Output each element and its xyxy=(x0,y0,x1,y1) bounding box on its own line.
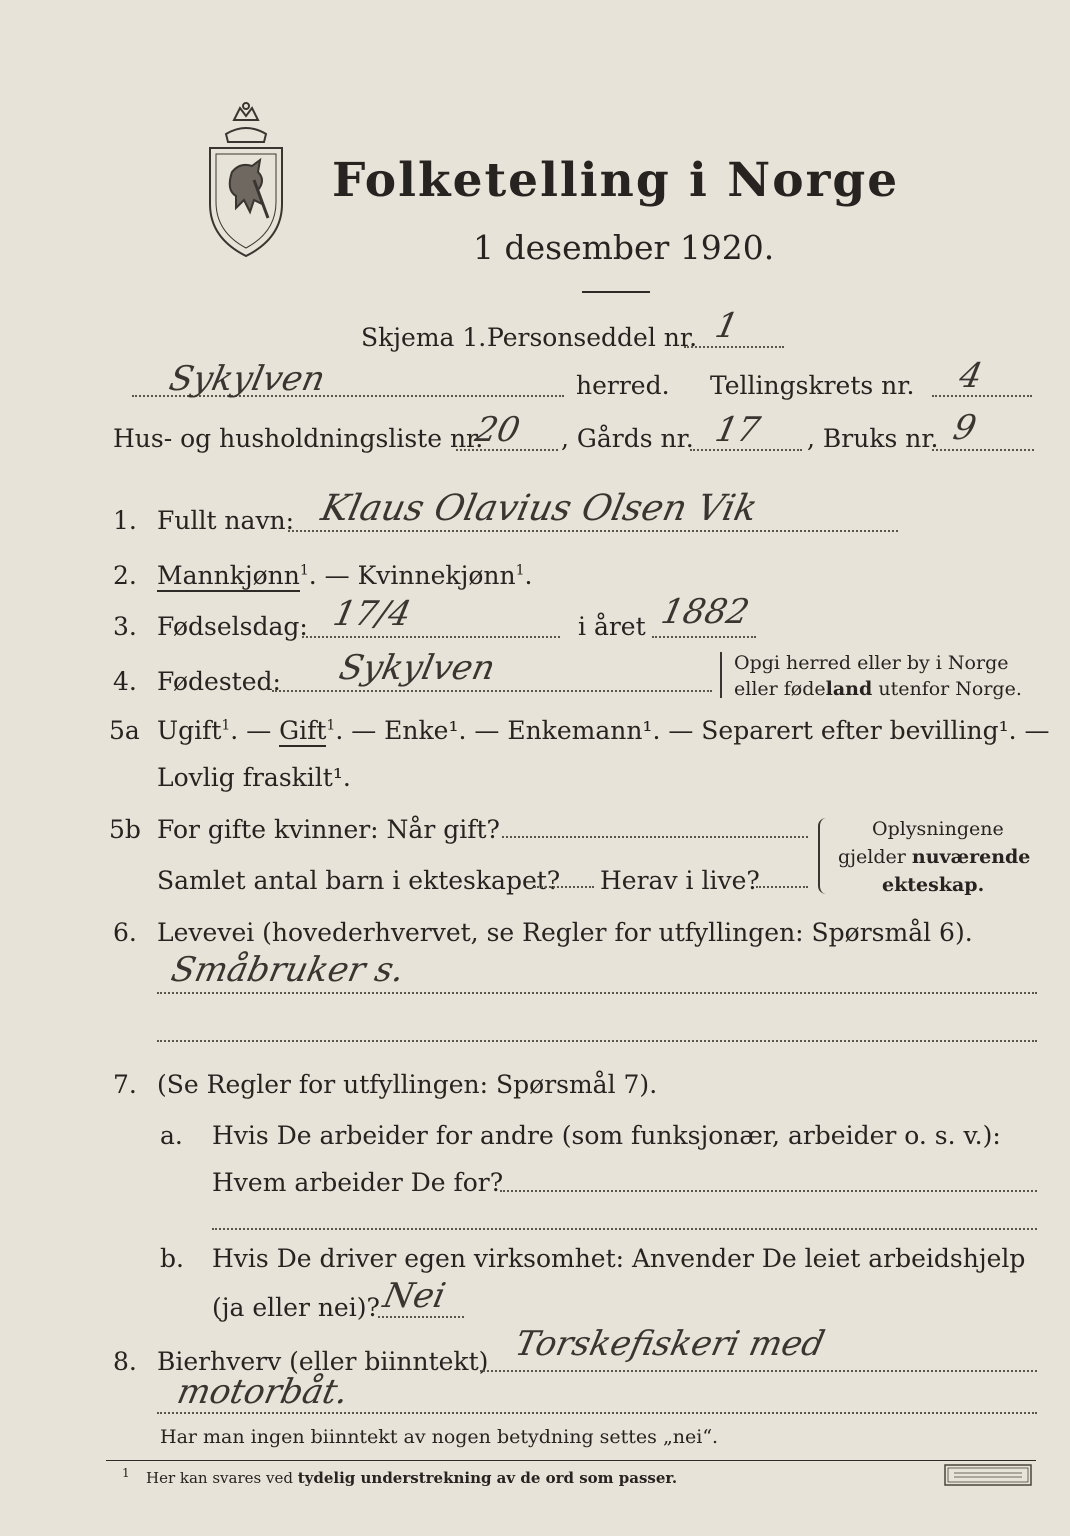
tellingskrets-value: 4 xyxy=(955,356,986,396)
tellingskrets-label: Tellingskrets nr. xyxy=(710,371,915,400)
q5b-line-1: For gifte kvinner: Når gift? xyxy=(157,815,500,844)
schema-label: Skjema 1. xyxy=(361,323,487,352)
q7a-label: Hvis De arbeider for andre (som funksjonær, arbeider o. s. v.): xyxy=(212,1121,1001,1150)
q8-label: Bierhverv (eller biinntekt) xyxy=(157,1347,489,1376)
gards-value: 17 xyxy=(711,410,764,450)
form-date: 1 desember 1920. xyxy=(473,228,775,267)
personseddel-value: 1 xyxy=(711,306,742,346)
q4-label: Fødested: xyxy=(157,667,281,696)
q1-label: Fullt navn: xyxy=(157,506,295,535)
q3-number: 3. xyxy=(113,612,137,641)
q7a-line-2: Hvem arbeider De for? xyxy=(212,1168,504,1197)
q2-options: Mannkjønn$^1$. — Kvinnekjønn$^1$. xyxy=(157,561,533,590)
q2-male: Mannkjønn xyxy=(157,561,300,590)
q5b-number: 5b xyxy=(109,815,141,844)
q6-label: Levevei (hovederhvervet, se Regler for utfyllingen: Spørsmål 6). xyxy=(157,918,973,947)
q5a-line-2: Lovlig fraskilt¹. xyxy=(157,763,351,792)
bruks-label: , Bruks nr. xyxy=(807,424,939,453)
q5a-gift: Gift xyxy=(279,716,327,745)
q5b-note-3: ekteskap. xyxy=(882,874,985,896)
q2-number: 2. xyxy=(113,561,137,590)
q5b-line-2: Samlet antal barn i ekteskapet? xyxy=(157,866,561,895)
q5b-live-label: Herav i live? xyxy=(600,866,760,895)
form-note: Har man ingen biinntekt av nogen betydning settes „nei“. xyxy=(160,1426,719,1448)
q8-value-1: Torskefiskeri med xyxy=(511,1324,829,1364)
footnote: Her kan svares ved tydelig understrekning av de ord som passer. xyxy=(146,1469,678,1487)
q5b-note-2: gjelder nuværende xyxy=(838,846,1031,868)
q7b-value: Nei xyxy=(379,1276,450,1316)
herred-label: herred. xyxy=(576,371,670,400)
q3-year-label: i året xyxy=(578,612,646,641)
q5b-note-1: Oplysningene xyxy=(872,818,1004,840)
q8-number: 8. xyxy=(113,1347,137,1376)
q7a-number: a. xyxy=(160,1121,183,1150)
q4-note-2: eller fødeland utenfor Norge. xyxy=(734,678,1022,700)
footnote-mark: 1 xyxy=(122,1466,130,1480)
q4-value: Sykylven xyxy=(335,648,499,688)
q7b-line-2: (ja eller nei)? xyxy=(212,1293,380,1322)
title-rule xyxy=(582,291,650,293)
q3-label: Fødselsdag: xyxy=(157,612,308,641)
herred-value: Sykylven xyxy=(165,359,329,399)
q5a-number: 5a xyxy=(109,716,140,745)
q4-bracket xyxy=(720,652,728,698)
q5a-options: Ugift$^1$. — Gift$^1$. — Enke¹. — Enkemann¹. — Separert efter bevilling¹. — xyxy=(157,716,1050,745)
q6-number: 6. xyxy=(113,918,137,947)
gards-label: , Gårds nr. xyxy=(561,424,694,453)
q4-note-1: Opgi herred eller by i Norge xyxy=(734,652,1009,674)
hus-label: Hus- og husholdningsliste nr. xyxy=(113,424,484,453)
q5b-brace xyxy=(818,818,828,894)
q8-value-2: motorbåt. xyxy=(173,1372,352,1412)
q4-number: 4. xyxy=(113,667,137,696)
q7-number: 7. xyxy=(113,1070,137,1099)
form-title: Folketelling i Norge xyxy=(332,153,900,208)
hus-value: 20 xyxy=(471,410,524,450)
q3-year-value: 1882 xyxy=(657,592,753,632)
q1-value: Klaus Olavius Olsen Vik xyxy=(317,488,761,529)
q7b-number: b. xyxy=(160,1244,184,1273)
q1-number: 1. xyxy=(113,506,137,535)
footer-rule xyxy=(106,1460,1036,1461)
coat-of-arms-icon xyxy=(196,100,296,260)
q7b-label: Hvis De driver egen virksomhet: Anvender De leiet arbeidshjelp xyxy=(212,1244,1026,1273)
q7-label: (Se Regler for utfyllingen: Spørsmål 7). xyxy=(157,1070,658,1099)
personseddel-label: Personseddel nr. xyxy=(487,323,698,352)
printer-stamp-icon xyxy=(944,1464,1032,1486)
q3-value: 17/4 xyxy=(329,594,415,634)
bruks-value: 9 xyxy=(949,408,980,448)
q6-value: Småbruker s. xyxy=(167,950,409,990)
